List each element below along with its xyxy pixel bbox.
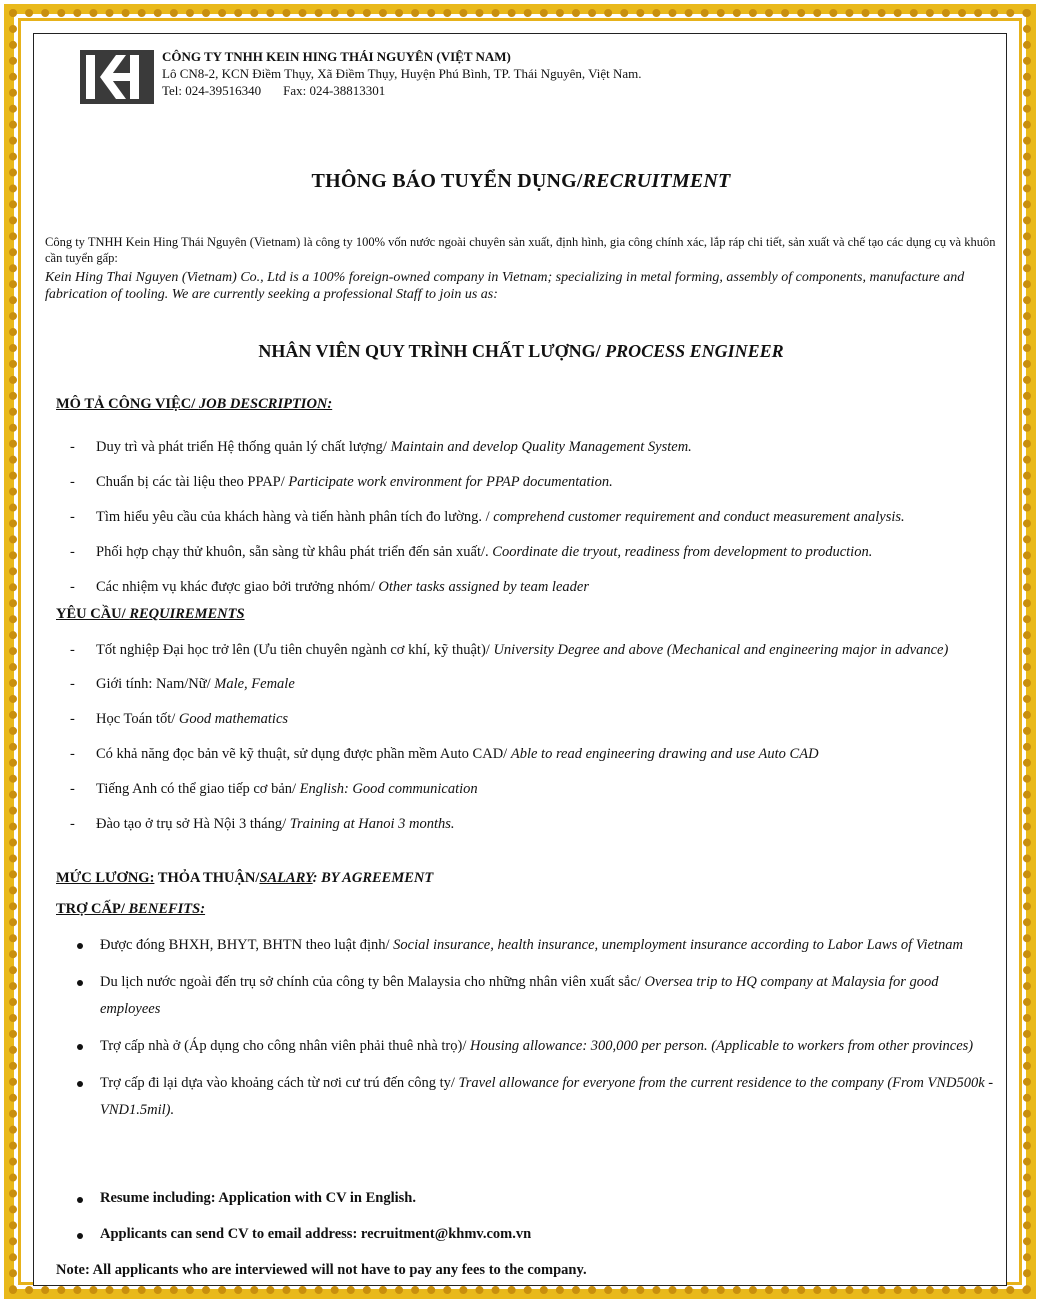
requirements-list [70, 636, 990, 838]
page-title [34, 170, 1008, 193]
company-address: Lô CN8-2, KCN Điềm Thụy, Xã Điềm Thụy, Huyện Phú Bình, TP. Thái Nguyên, Việt Nam. [162, 66, 642, 81]
bullet-icon [77, 1081, 83, 1087]
company-info [162, 48, 641, 99]
company-fax: Fax: 024-38813301 [283, 83, 386, 98]
requirements-heading [56, 606, 245, 623]
list-item: Trợ cấp nhà ở (Áp dụng cho công nhân viên phải thuê nhà trọ)/ Housing allowance: 300,000 per person. (Applicable to workers from other provinces) [76, 1033, 998, 1060]
salary-value-vi: THỎA THUẬN/ [154, 870, 260, 886]
bullet-icon [77, 1044, 83, 1050]
list-item: - Duy trì và phát triển Hệ thống quản lý chất lượng/ Maintain and develop Quality Management System. [70, 439, 692, 455]
salary-label-en: SALARY [259, 870, 313, 886]
list-item: - Phối hợp chạy thử khuôn, sẵn sàng từ khâu phát triển đến sản xuất/. Coordinate die tryout, readiness from development to production. [70, 544, 873, 560]
list-item: - Tiếng Anh có thể giao tiếp cơ bản/ English: Good communication [70, 781, 478, 797]
list-item: - Học Toán tốt/ Good mathematics [70, 711, 289, 727]
resume-text: Resume including: Application with CV in English. [100, 1190, 416, 1206]
job-description-heading-vi: MÔ TẢ CÔNG VIỆC/ [56, 396, 199, 412]
list-item: - Tìm hiểu yêu cầu của khách hàng và tiến hành phân tích đo lường. / comprehend customer requirement and conduct measurement analysis. [70, 509, 905, 525]
benefits-heading [56, 901, 205, 918]
page-title-en: RECRUITMENT [582, 170, 731, 192]
bullet-icon [77, 980, 83, 986]
list-item: - Giới tính: Nam/Nữ/ Male, Female [70, 676, 295, 692]
job-description-heading-en: JOB DESCRIPTION: [198, 396, 333, 412]
salary-line [56, 870, 433, 887]
bullet-icon [77, 943, 83, 949]
company-logo [80, 50, 154, 104]
list-item: Được đóng BHXH, BHYT, BHTN theo luật định/ Social insurance, health insurance, unemployment insurance according to Labor Laws of Vietnam [76, 932, 998, 959]
intro-en: Kein Hing Thai Nguyen (Vietnam) Co., Ltd is a 100% foreign-owned company in Vietnam; specializing in metal forming, assembly of components, manufacture and fabrication of tooling. We are currently seeking a professional Staff to join us as: [45, 270, 965, 302]
email-line [76, 1226, 531, 1243]
requirements-heading-vi: YÊU CẦU/ [56, 606, 130, 622]
list-item: - Đào tạo ở trụ sở Hà Nội 3 tháng/ Training at Hanoi 3 months. [70, 816, 455, 832]
note-line: Note: All applicants who are interviewed will not have to pay any fees to the company. [56, 1262, 587, 1278]
job-description-list [70, 430, 990, 605]
salary-label-vi: MỨC LƯƠNG: [56, 870, 155, 886]
benefits-list [76, 932, 998, 1124]
email-text: Applicants can send CV to email address: recruitment@khmv.com.vn [100, 1226, 532, 1242]
list-item: - Có khả năng đọc bản vẽ kỹ thuật, sử dụng được phần mềm Auto CAD/ Able to read engineering drawing and use Auto CAD [70, 746, 819, 762]
company-contact [162, 82, 641, 99]
list-item: - Tốt nghiệp Đại học trở lên (Ưu tiên chuyên ngành cơ khí, kỹ thuật)/ University Degree and above (Mechanical and engineering major in advance) [70, 642, 949, 658]
salary-value-en: : BY AGREEMENT [312, 870, 434, 886]
benefits-heading-en: BENEFITS: [128, 901, 206, 917]
position-title [34, 341, 1008, 362]
bullet-icon [77, 1233, 83, 1239]
list-item: Trợ cấp đi lại dựa vào khoảng cách từ nơi cư trú đến công ty/ Travel allowance for everyone from the current residence to the company (From VND500k -VND1.5mil). [76, 1070, 998, 1124]
resume-line [76, 1190, 416, 1207]
intro-vi: Công ty TNHH Kein Hing Thái Nguyên (Vietnam) là công ty 100% vốn nước ngoài chuyên sản xuất, định hình, gia công chính xác, lắp ráp chi tiết, sản xuất và chế tạo các dụng cụ và khuôn cần tuyển gấp: [45, 235, 996, 265]
benefits-heading-vi: TRỢ CẤP/ [56, 901, 129, 917]
page-title-vi: THÔNG BÁO TUYỂN DỤNG/ [311, 170, 583, 192]
requirements-heading-en: REQUIREMENTS [129, 606, 245, 622]
company-name: CÔNG TY TNHH KEIN HING THÁI NGUYÊN (VIỆT NAM) [162, 49, 511, 64]
list-item: - Chuẩn bị các tài liệu theo PPAP/ Participate work environment for PPAP documentation. [70, 474, 613, 490]
recruitment-notice [33, 33, 1007, 1286]
position-title-vi: NHÂN VIÊN QUY TRÌNH CHẤT LƯỢNG/ [258, 341, 606, 361]
list-item: - Các nhiệm vụ khác được giao bởi trưởng nhóm/ Other tasks assigned by team leader [70, 579, 589, 595]
bullet-icon [77, 1197, 83, 1203]
list-item: Du lịch nước ngoài đến trụ sở chính của công ty bên Malaysia cho những nhân viên xuất sắc/ Oversea trip to HQ company at Malaysia for good employees [76, 969, 998, 1023]
intro-paragraph [45, 235, 1003, 303]
job-description-heading [56, 396, 332, 413]
position-title-en: PROCESS ENGINEER [605, 341, 784, 361]
company-tel: Tel: 024-39516340 [162, 83, 262, 98]
